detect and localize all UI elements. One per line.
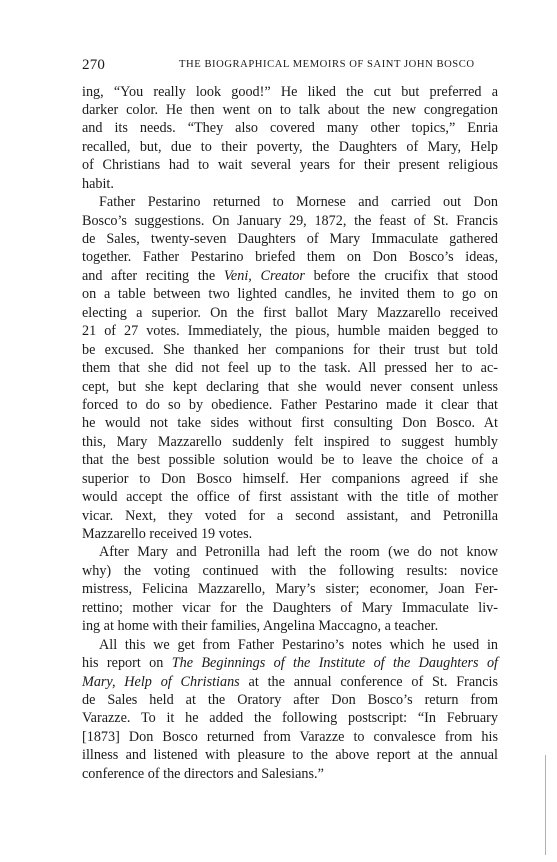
italic-title: The Beginnings of the Institute of the Daughters of: [171, 655, 498, 672]
text-line: [82, 617, 498, 635]
text-line: [82, 728, 498, 746]
text-segment: at the annual conference of St. Francis: [239, 673, 498, 690]
text-line: [82, 322, 498, 340]
text-line: [82, 285, 498, 303]
text-line: [82, 156, 498, 174]
text-line: [82, 304, 498, 322]
text-segment: superior to Don Bosco himself. Her companions agreed if she: [82, 470, 498, 487]
text-line: [82, 451, 498, 469]
text-line: [82, 230, 498, 248]
text-line: [82, 765, 498, 783]
text-segment: them that she did not feel up to the task. All pressed her to ac-: [82, 360, 498, 377]
text-segment: on a table between two lighted candles, he invited them to go on: [82, 286, 498, 303]
text-segment: and its needs. “They also covered many other topics,” Enria: [82, 120, 498, 137]
text-line: [82, 267, 498, 285]
text-segment: de Sales, twenty-seven Daughters of Mary Immaculate gathered: [82, 231, 498, 247]
text-segment: Father Pestarino returned to Mornese and carried out Don: [99, 194, 498, 211]
text-segment: this, Mary Mazzarello suddenly felt inspired to suggest humbly: [82, 433, 498, 450]
text-segment: his report on: [82, 655, 172, 672]
running-title: THE BIOGRAPHICAL MEMOIRS OF SAINT JOHN BOSCO: [179, 59, 475, 70]
text-segment: darker color. He then went on to talk about the new congregation: [82, 101, 498, 118]
text-segment: recalled, but, due to their poverty, the Daughters of Mary, Help: [82, 138, 498, 155]
text-line: [82, 580, 498, 598]
text-segment: mistress, Felicina Mazzarello, Mary’s sister; economer, Joan Fer-: [82, 581, 498, 598]
text-segment: [1873] Don Bosco returned from Varazze to convalesce from his: [82, 728, 498, 745]
text-line: [82, 525, 498, 543]
text-segment: vicar. Next, they voted for a second assistant, and Petronilla: [82, 507, 498, 524]
text-segment: de Sales held at the Oratory after Don Bosco’s return from: [82, 691, 498, 708]
text-line: [82, 470, 498, 488]
text-segment: cept, but she kept declaring that she would never consent unless: [82, 378, 498, 395]
text-segment: All this we get from Father Pestarino’s notes which he used in: [99, 636, 498, 653]
text-line: [82, 193, 498, 211]
text-segment: conference of the directors and Salesians.”: [82, 765, 324, 782]
text-segment: Mazzarello received 19 votes.: [82, 526, 253, 542]
text-segment: After Mary and Petronilla had left the room (we do not know: [99, 544, 498, 561]
text-segment: why) the voting continued with the following results: novice: [82, 562, 498, 579]
text-line: [82, 488, 498, 506]
text-line: [82, 636, 498, 654]
text-segment: would accept the office of first assistant with the title of mother: [82, 489, 498, 506]
text-line: [82, 175, 498, 193]
text-segment: he would not take sides without first consulting Don Bosco. At: [82, 415, 498, 432]
text-segment: electing a superior. On the first ballot Mary Mazzarello received: [82, 304, 498, 321]
text-line: [82, 119, 498, 137]
text-segment: of Christians had to wait several years for their present religious: [82, 157, 498, 174]
text-line: [82, 138, 498, 156]
text-segment: ing, “You really look good!” He liked the cut but preferred a: [82, 83, 498, 100]
text-segment: and after reciting the: [82, 267, 224, 284]
page-header: [82, 57, 498, 77]
text-segment: illness and listened with pleasure to the above report at the annual: [82, 747, 498, 764]
text-line: [82, 543, 498, 561]
text-segment: Varazze. To it he added the following postscript: “In February: [82, 710, 498, 727]
text-segment: before the crucifix that stood: [304, 267, 498, 284]
text-segment: rettino; mother vicar for the Daughters of Mary Immaculate liv-: [82, 599, 498, 616]
text-line: [82, 654, 498, 672]
text-segment: ing at home with their families, Angelina Maccagno, a teacher.: [82, 618, 439, 635]
text-line: [82, 101, 498, 119]
text-line: [82, 396, 498, 414]
italic-title: Mary, Help of Christians: [82, 673, 240, 690]
text-segment: habit.: [82, 175, 114, 192]
text-segment: be excused. She thanked her companions for their trust but told: [82, 341, 498, 358]
text-line: [82, 562, 498, 580]
text-line: [82, 673, 498, 691]
text-line: [82, 83, 498, 101]
text-line: [82, 433, 498, 451]
text-line: [82, 691, 498, 709]
text-line: [82, 507, 498, 525]
text-line: [82, 341, 498, 359]
text-line: [82, 709, 498, 727]
text-segment: that the best possible solution would be to leave the choice of a: [82, 452, 498, 469]
text-line: [82, 599, 498, 617]
body-text: [82, 83, 498, 784]
text-segment: forced to do so by obedience. Father Pestarino made it clear that: [82, 396, 498, 413]
text-line: [82, 248, 498, 266]
text-segment: Bosco’s suggestions. On January 29, 1872, the feast of St. Francis: [82, 212, 498, 229]
text-segment: together. Father Pestarino briefed them on Don Bosco’s ideas,: [82, 249, 498, 266]
text-line: [82, 212, 498, 230]
page-edge-line: [545, 755, 546, 855]
text-line: [82, 378, 498, 396]
text-line: [82, 746, 498, 764]
text-line: [82, 414, 498, 432]
italic-title: Veni, Creator: [223, 267, 305, 284]
text-segment: 21 of 27 votes. Immediately, the pious, humble maiden begged to: [82, 323, 498, 340]
page-number: 270: [82, 57, 106, 73]
text-line: [82, 359, 498, 377]
